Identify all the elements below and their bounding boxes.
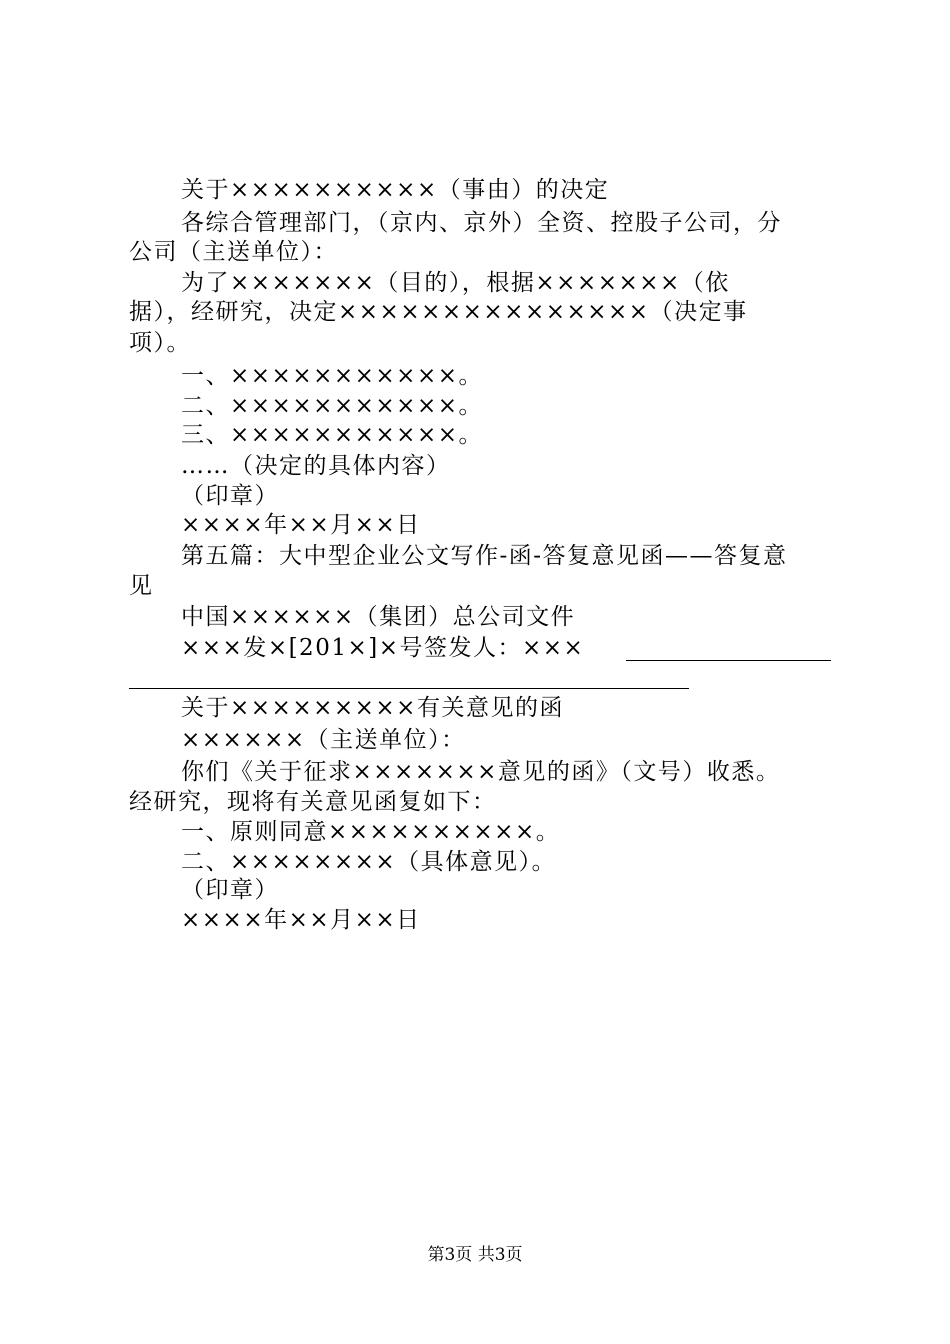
letter-item-2: 二、××××××××（具体意见）。 <box>181 849 557 875</box>
decision-item-2: 二、×××××××××××。 <box>181 393 483 419</box>
decision-recipients-line1: 各综合管理部门，（京内、京外）全资、控股子公司，分 <box>181 210 782 236</box>
letter-body-line2: 经研究，现将有关意见函复如下： <box>129 789 497 815</box>
section-heading-line1: 第五篇：大中型企业公文写作-函-答复意见函——答复意 <box>181 543 788 569</box>
decision-body-line3: 项）。 <box>129 330 191 356</box>
decision-recipients-line2: 公司（主送单位）： <box>129 239 338 265</box>
letter-body-line1: 你们《关于征求×××××××意见的函》（文号）收悉。 <box>181 759 781 785</box>
decision-body-line2: 据），经研究，决定×××××××××××××××（决定事 <box>129 299 748 325</box>
decision-body-line1: 为了×××××××（目的），根据×××××××（依 <box>181 270 730 296</box>
decision-etc: ……（决定的具体内容） <box>181 453 451 479</box>
decision-date: ××××年××月××日 <box>181 512 421 538</box>
section-heading-line2: 见 <box>129 573 154 599</box>
letter-recipient: ××××××（主送单位）： <box>181 727 466 753</box>
letter-doc-number: ×××发×[201×]×号签发人：××× <box>181 635 585 661</box>
signature-underline <box>626 660 831 661</box>
letter-item-1: 一、原则同意××××××××××。 <box>181 819 561 845</box>
letter-title: 关于×××××××××有关意见的函 <box>181 695 564 721</box>
decision-item-1: 一、×××××××××××。 <box>181 363 483 389</box>
decision-item-3: 三、×××××××××××。 <box>181 422 483 448</box>
decision-seal: （印章） <box>181 483 279 509</box>
letter-org: 中国××××××（集团）总公司文件 <box>181 604 576 630</box>
letter-date: ××××年××月××日 <box>181 907 421 933</box>
letter-seal: （印章） <box>181 877 279 903</box>
decision-title: 关于××××××××××（事由）的决定 <box>181 177 610 203</box>
page-footer: 第3页 共3页 <box>427 1245 523 1265</box>
header-separator-line <box>129 688 689 689</box>
